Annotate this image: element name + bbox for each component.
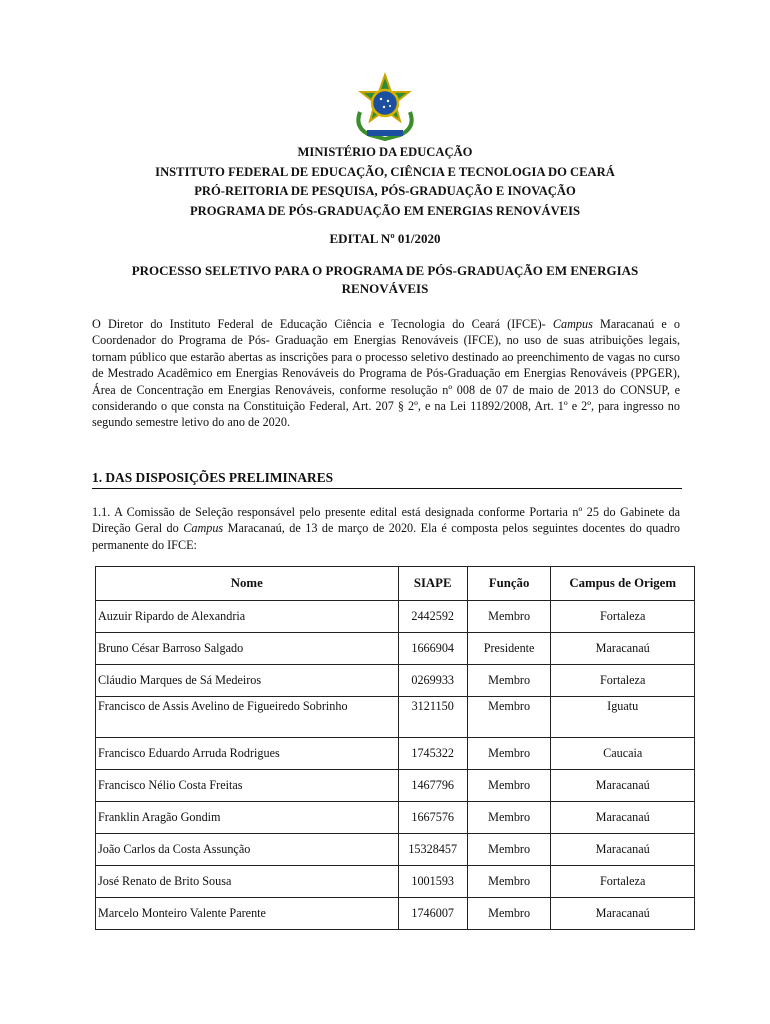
- member-function: Membro: [467, 601, 551, 633]
- intro-text-1: O Diretor do Instituto Federal de Educação Ciência e Tecnologia do Ceará (IFCE)-: [92, 317, 553, 331]
- member-campus: Fortaleza: [551, 601, 695, 633]
- process-title: PROCESSO SELETIVO PARA O PROGRAMA DE PÓS-GRADUAÇÃO EM ENERGIAS RENOVÁVEIS: [131, 263, 639, 296]
- member-campus: Maracanaú: [551, 802, 695, 834]
- member-campus: Maracanaú: [551, 770, 695, 802]
- edital-number: EDITAL Nº 01/2020: [329, 231, 441, 246]
- member-siape: 15328457: [398, 834, 467, 866]
- member-siape: 1745322: [398, 738, 467, 770]
- table-row: [96, 802, 695, 834]
- member-function: Membro: [467, 834, 551, 866]
- member-campus: Maracanaú: [551, 633, 695, 665]
- intro-text-2: Maracanaú e o Coordenador do Programa de Pós- Graduação em Energias Renováveis (IFCE), no uso de suas atribuições legais, tornam público que estarão abertas as inscrições para o processo seletivo destinado ao preenchimento de vagas no curso de Mestrado Acadêmico em Energias Renováveis do Programa de Pós-Graduação em Energias Renováveis (PPGER), Área de Concentração em Energias Renováveis, conforme resolução nº 008 de 07 de maio de 2013 do CONSUP, e considerando o que consta na Constituição Federal, Art. 207 § 2º, e na Lei 11892/2008, Art. 1º e 2º, para ingresso no segundo semestre letivo do ano de 2020.: [92, 317, 680, 430]
- header-institute: INSTITUTO FEDERAL DE EDUCAÇÃO, CIÊNCIA E TECNOLOGIA DO CEARÁ: [155, 164, 615, 179]
- member-name: Francisco Nélio Costa Freitas: [96, 770, 399, 802]
- member-siape: 1666904: [398, 633, 467, 665]
- member-siape: 1001593: [398, 866, 467, 898]
- member-function: Membro: [467, 898, 551, 930]
- committee-table: [95, 566, 695, 930]
- table-row: [96, 834, 695, 866]
- member-name: Francisco Eduardo Arruda Rodrigues: [96, 738, 399, 770]
- member-campus: Maracanaú: [551, 898, 695, 930]
- column-header-name: Nome: [96, 567, 399, 601]
- member-function: Membro: [467, 770, 551, 802]
- member-function: Membro: [467, 697, 551, 738]
- member-name: Francisco de Assis Avelino de Figueiredo Sobrinho: [96, 697, 399, 738]
- member-campus: Fortaleza: [551, 866, 695, 898]
- section-1-title: 1. DAS DISPOSIÇÕES PRELIMINARES: [92, 470, 682, 489]
- column-header-campus: Campus de Origem: [551, 567, 695, 601]
- member-siape: 1667576: [398, 802, 467, 834]
- member-name: Auzuir Ripardo de Alexandria: [96, 601, 399, 633]
- member-name: Bruno César Barroso Salgado: [96, 633, 399, 665]
- member-campus: Maracanaú: [551, 834, 695, 866]
- table-row: [96, 601, 695, 633]
- member-function: Presidente: [467, 633, 551, 665]
- table-row: [96, 866, 695, 898]
- member-campus: Iguatu: [551, 697, 695, 738]
- member-campus: Fortaleza: [551, 665, 695, 697]
- table-row: [96, 633, 695, 665]
- member-siape: 1467796: [398, 770, 467, 802]
- header-program: PROGRAMA DE PÓS-GRADUAÇÃO EM ENERGIAS RENOVÁVEIS: [189, 203, 581, 218]
- member-function: Membro: [467, 866, 551, 898]
- table-row: [96, 738, 695, 770]
- member-name: Marcelo Monteiro Valente Parente: [96, 898, 399, 930]
- header-pro-rectory: PRÓ-REITORIA DE PESQUISA, PÓS-GRADUAÇÃO E INOVAÇÃO: [194, 184, 576, 198]
- member-function: Membro: [467, 738, 551, 770]
- member-siape: 1746007: [398, 898, 467, 930]
- table-row: [96, 898, 695, 930]
- member-function: Membro: [467, 665, 551, 697]
- intro-campus-word: Campus: [552, 317, 593, 331]
- member-siape: 0269933: [398, 665, 467, 697]
- member-name: Franklin Aragão Gondim: [96, 802, 399, 834]
- member-function: Membro: [467, 802, 551, 834]
- column-header-siape: SIAPE: [398, 567, 467, 601]
- header-ministry: MINISTÉRIO DA EDUCAÇÃO: [297, 145, 473, 159]
- member-campus: Caucaia: [551, 738, 695, 770]
- table-row: [96, 697, 695, 738]
- section-1-text-1: 1.1. A Comissão de Seleção responsável pelo presente edital está designada conforme Portaria nº 25 do Gabinete da Direção Geral do: [92, 505, 680, 536]
- member-name: José Renato de Brito Sousa: [96, 866, 399, 898]
- section-1-campus-word: Campus: [183, 521, 224, 536]
- section-1-text-2: Maracanaú, de 13 de março de 2020. Ela é composta pelos seguintes docentes do quadro permanente do IFCE:: [92, 521, 680, 552]
- intro-paragraph: [92, 316, 680, 431]
- column-header-function: Função: [467, 567, 551, 601]
- table-row: [96, 770, 695, 802]
- member-siape: 2442592: [398, 601, 467, 633]
- member-siape: 3121150: [398, 697, 467, 738]
- table-header-row: [96, 567, 695, 601]
- member-name: João Carlos da Costa Assunção: [96, 834, 399, 866]
- table-row: [96, 665, 695, 697]
- document-header: [60, 143, 710, 221]
- section-1-paragraph: [92, 504, 680, 553]
- brazil-coat-of-arms-icon: [350, 72, 420, 142]
- member-name: Cláudio Marques de Sá Medeiros: [96, 665, 399, 697]
